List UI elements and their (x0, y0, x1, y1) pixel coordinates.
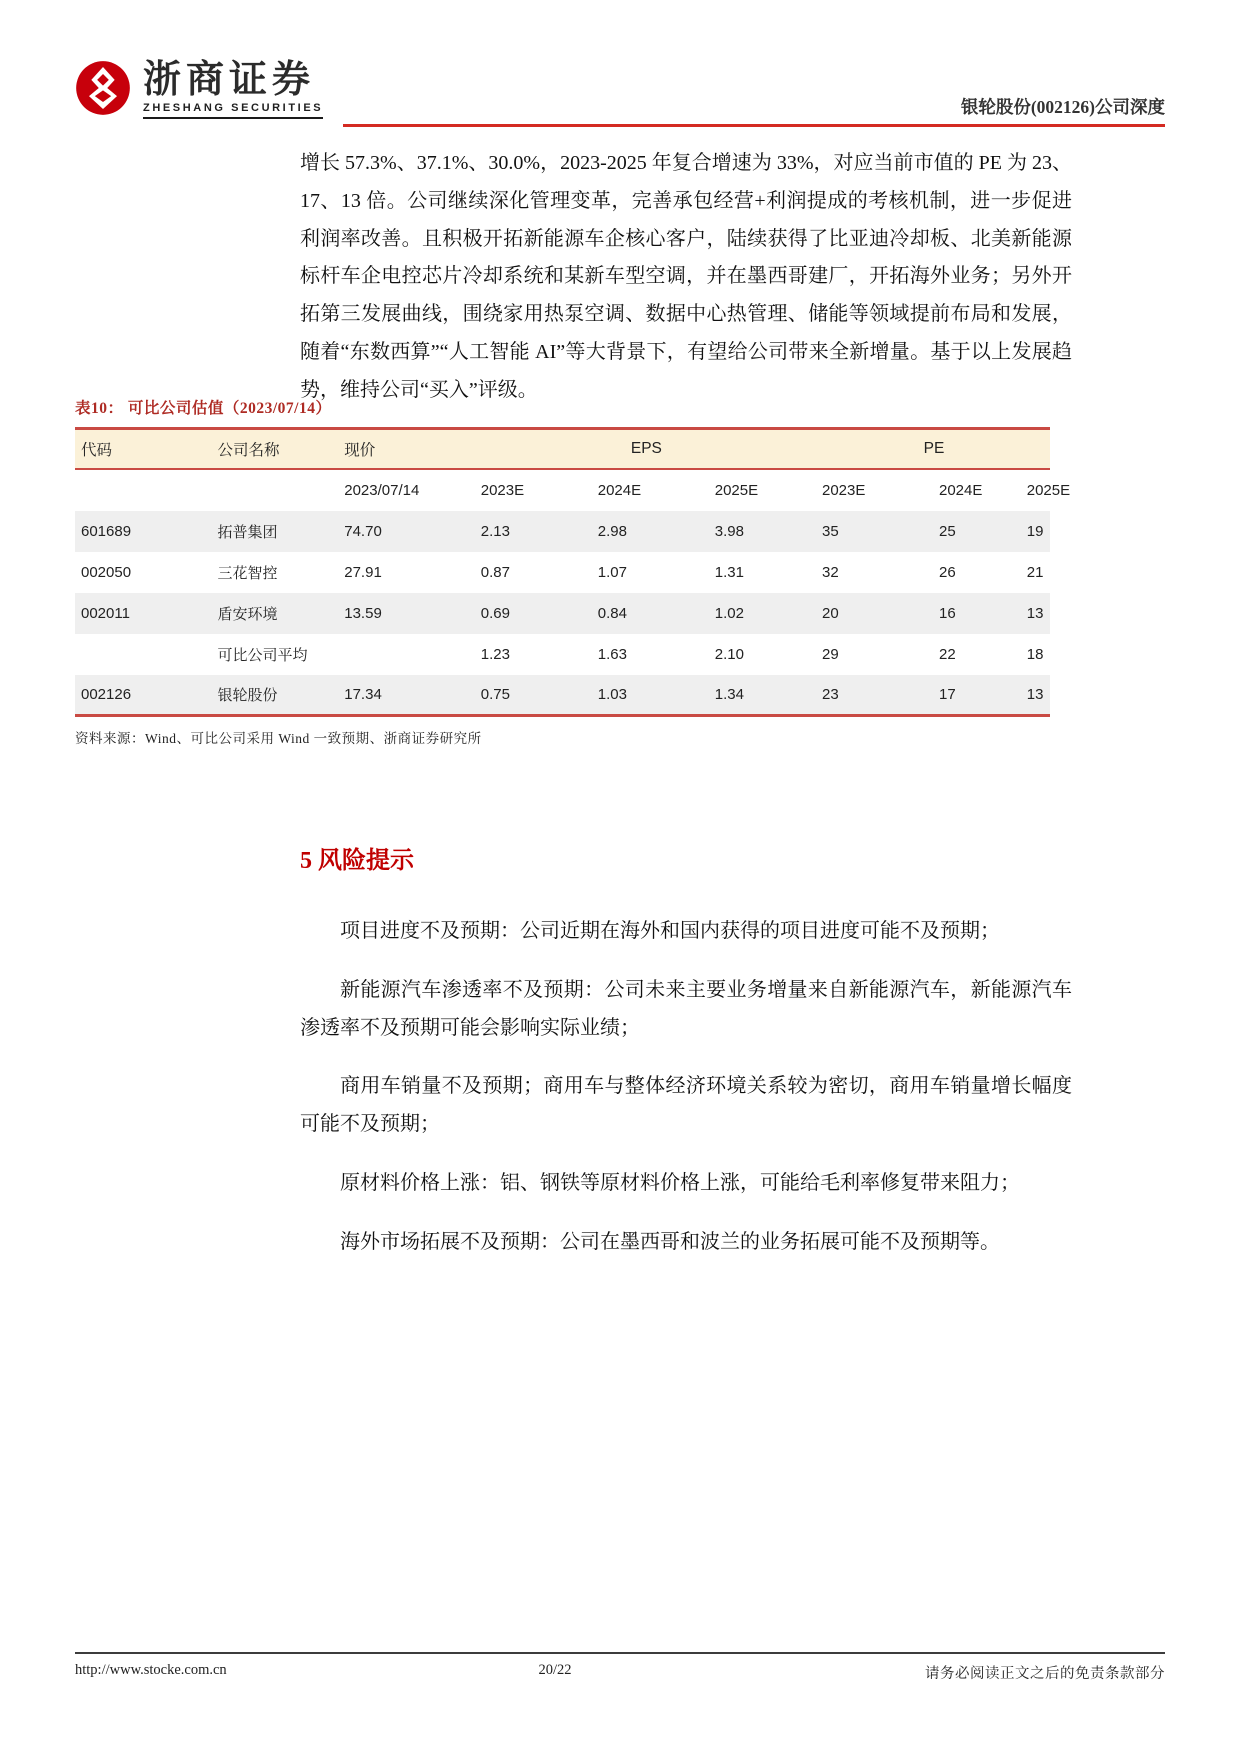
table-cell: 21 (1026, 563, 1044, 581)
table-cell: 002050 (81, 563, 132, 581)
page-footer (75, 1652, 1165, 1684)
logo-text (143, 60, 323, 119)
risk-paragraph: 原材料价格上涨：铝、钢铁等原材料价格上涨，可能给毛利率修复带来阻力； (340, 1171, 1020, 1194)
subheader-cell: 2023/07/14 (344, 481, 420, 499)
subheader-cell: 2023E (822, 481, 866, 499)
table-cell: 74.70 (344, 522, 382, 540)
table-cell: 1.34 (714, 685, 744, 703)
table-cell: 1.03 (597, 685, 627, 703)
risk-paragraph: 商用车销量不及预期；商用车与整体经济环境关系较为密切，商用车销量增长幅度可能不及预期； (300, 1075, 1072, 1136)
table-cell: 银轮股份 (217, 687, 278, 704)
valuation-commentary-paragraph: 增长 57.3%、37.1%、30.0%，2023-2025 年复合增速为 33%，对应当前市值的 PE 为 23、17、13 倍。公司继续深化管理变革，完善承包经营+利润提成的考核机制，进一步促进利润率改善。且积极开拓新能源车企核心客户，陆续获得了比亚迪冷却板、北美新能源标杆车企电控芯片冷却系统和某新车型空调，并在墨西哥建厂，开拓海外业务；另外开拓第三发展曲线，围绕家用热泵空调、数据中心热管理、储能等领域提前布局和发展，随着“东数西算”“人工智能 AI”等大背景下，有望给公司带来全新增量。基于以上发展趋势，维持公司“买入”评级。 (300, 152, 1072, 401)
table-cell (75, 634, 212, 675)
report-header (75, 60, 1165, 130)
table-cell: 17.34 (344, 685, 382, 703)
table-row (75, 593, 1050, 634)
table-group-header-row (75, 429, 1050, 469)
footer-row (75, 1662, 1165, 1684)
subheader-cell: 2025E (714, 481, 759, 499)
table-cell: 002126 (81, 685, 132, 703)
table-row (75, 634, 1050, 675)
table-cell: 20 (822, 604, 839, 622)
col-header-price: 现价 (344, 441, 376, 459)
table-cell: 22 (939, 645, 956, 663)
logo-cn-name: 浙商证券 (143, 59, 316, 101)
table-cell: 13.59 (344, 604, 382, 622)
table-cell: 29 (822, 645, 839, 663)
subheader-cell: 2024E (939, 481, 983, 499)
table-cell: 19 (1026, 522, 1044, 540)
subheader-cell (212, 469, 339, 511)
table-cell: 0.84 (597, 604, 627, 622)
table-cell: 1.07 (597, 563, 627, 581)
table-cell: 0.87 (480, 563, 510, 581)
footer-website-link[interactable]: http://www.stocke.com.cn (75, 1662, 227, 1678)
risk-paragraph: 海外市场拓展不及预期：公司在墨西哥和波兰的业务拓展可能不及预期等。 (340, 1230, 1000, 1253)
header-doc-title: 银轮股份(002126)公司深度 (960, 97, 1165, 117)
subheader-cell: 2023E (480, 481, 525, 499)
table-cell: 3.98 (714, 522, 744, 540)
table-cell: 25 (939, 522, 956, 540)
table-cell: 1.02 (714, 604, 744, 622)
table-cell: 13 (1026, 685, 1044, 703)
footer-disclaimer: 请务必阅读正文之后的免责条款部分 (925, 1666, 1165, 1682)
table-cell: 三花智控 (217, 565, 278, 582)
col-header-code: 代码 (81, 441, 113, 459)
table-source-note: 资料来源：Wind、可比公司采用 Wind 一致预期、浙商证券研究所 (75, 731, 482, 746)
footer-page-number: 20/22 (538, 1662, 572, 1678)
table-cell: 1.63 (597, 645, 627, 663)
table-cell: 18 (1026, 645, 1044, 663)
table-cell: 35 (822, 522, 839, 540)
valuation-table (75, 427, 1071, 717)
table-cell: 601689 (81, 522, 132, 540)
col-header-pe-group: PE (923, 439, 945, 457)
table-cell: 可比公司平均 (217, 647, 308, 664)
zheshang-logo (75, 60, 323, 119)
valuation-table-body (75, 511, 1050, 716)
header-red-rule (343, 124, 1165, 127)
table-cell: 002011 (81, 604, 130, 622)
subheader-cell: 2024E (597, 481, 642, 499)
risk-paragraph: 新能源汽车渗透率不及预期：公司未来主要业务增量来自新能源汽车，新能源汽车渗透率不及预期可能会影响实际业绩； (300, 978, 1072, 1039)
risk-section-title: 5 风险提示 (300, 848, 414, 874)
table-cell: 2.13 (480, 522, 510, 540)
subheader-cell (75, 469, 212, 511)
col-header-name: 公司名称 (217, 441, 280, 459)
table-cell: 2.98 (597, 522, 627, 540)
valuation-table-section (75, 396, 1071, 747)
table-cell: 13 (1026, 604, 1044, 622)
footer-rule (75, 1652, 1165, 1654)
table-row (75, 552, 1050, 593)
table-sub-header-row (75, 469, 1050, 511)
table-cell: 1.31 (714, 563, 744, 581)
table-cell: 26 (939, 563, 956, 581)
zheshang-logo-icon (75, 60, 131, 116)
table-row (75, 675, 1050, 716)
logo-en-name: ZHESHANG SECURITIES (143, 102, 323, 119)
subheader-cell: 2025E (1026, 481, 1071, 499)
risk-section (300, 840, 1072, 1283)
risk-paragraph: 项目进度不及预期：公司近期在海外和国内获得的项目进度可能不及预期； (340, 920, 1000, 942)
table-cell: 17 (939, 685, 956, 703)
table-cell: 盾安环境 (217, 606, 278, 623)
table-cell: 0.69 (480, 604, 510, 622)
table-cell (338, 634, 475, 675)
table-cell: 27.91 (344, 563, 382, 581)
table-title: 表10： 可比公司估值（2023/07/14） (75, 400, 332, 417)
table-cell: 拓普集团 (217, 524, 278, 541)
table-cell: 1.23 (480, 645, 510, 663)
table-row (75, 511, 1050, 552)
table-cell: 2.10 (714, 645, 744, 663)
table-cell: 32 (822, 563, 839, 581)
table-cell: 0.75 (480, 685, 510, 703)
col-header-eps-group: EPS (630, 439, 662, 457)
table-cell: 16 (939, 604, 956, 622)
table-cell: 23 (822, 685, 839, 703)
